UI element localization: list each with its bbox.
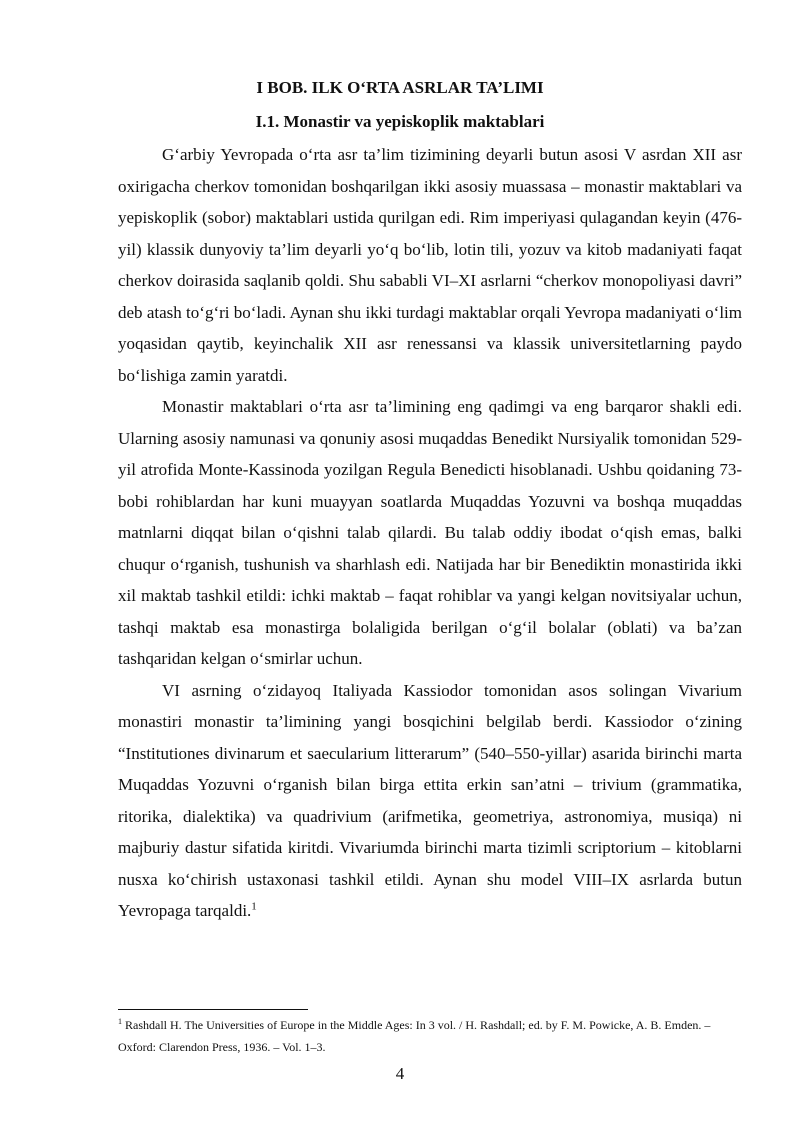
footnote (118, 1014, 742, 1058)
paragraph-3-text: VI asrning o‘zidayoq Italiyada Kassiodor tomonidan asos solingan Vivarium monastiri monastir ta’limining yangi bosqichini belgilab berdi. Kassiodor o‘zining “Institutiones divinarum et saecularium litterarum” (540–550-yillar) asarida birinchi marta Muqaddas Yozuvni o‘rganish bilan birga ettita erkin san’atni – trivium (grammatika, ritorika, dialektika) va quadrivium (arifmetika, geometriya, astronomiya, musiqa) ni majburiy dastur sifatida kiritdi. Vivariumda birinchi marta tizimli scriptorium – kitoblarni nusxa ko‘chirish ustaxonasi tashkil etildi. Aynan shu model VIII–IX asrlarda butun Yevropaga tarqaldi. (118, 680, 742, 920)
footnote-divider (118, 1009, 308, 1010)
paragraph-3 (118, 675, 742, 927)
paragraph-1: G‘arbiy Yevropada o‘rta asr ta’lim tizimining deyarli butun asosi V asrdan XII asr oxirigacha cherkov tomonidan boshqarilgan ikki asosiy muassasa – monastir maktablari va yepiskoplik (sobor) maktablari ustida qurilgan edi. Rim imperiyasi qulagandan keyin (476-yil) klassik dunyoviy ta’lim deyarli yo‘q bo‘lib, lotin tili, yozuv va kitob madaniyati faqat cherkov doirasida saqlanib qoldi. Shu sababli VI–XI asrlarni “cherkov monopoliyasi davri” deb atash to‘g‘ri bo‘ladi. Aynan shu ikki turdagi maktablar orqali Yevropa madaniyati o‘lim yoqasidan qaytib, keyinchalik XII asr renessansi va klassik universitetlarning paydo bo‘lishiga zamin yaratdi. (118, 145, 742, 385)
section-title: I.1. Monastir va yepiskoplik maktablari (255, 112, 545, 131)
footnote-reference[interactable]: 1 (251, 900, 257, 913)
chapter-title: I BOB. ILK O‘RTA ASRLAR TA’LIMI (256, 78, 544, 97)
footnote-mark: 1 (118, 1017, 122, 1026)
footnote-text: Rashdall H. The Universities of Europe in the Middle Ages: In 3 vol. / H. Rashdall; ed. by F. M. Powicke, A. B. Emden. – Oxford: Clarendon Press, 1936. – Vol. 1–3. (118, 1018, 711, 1054)
body-text (118, 139, 742, 927)
paragraph-2: Monastir maktablari o‘rta asr ta’limining eng qadimgi va eng barqaror shakli edi. Ularning asosiy namunasi va qonuniy asosi muqaddas Benedikt Nursiyalik tomonidan 529-yil atrofida Monte-Kassinoda yozilgan Regula Benedicti hisoblanadi. Ushbu qoidaning 73-bobi rohiblardan har kuni muayyan soatlarda Muqaddas Yozuvni va boshqa muqaddas matnlarni diqqat bilan o‘qishni talab qilardi. Bu talab oddiy ibodat o‘qish emas, balki chuqur o‘rganish, tushunish va sharhlash edi. Natijada har bir Benediktin monastirida ikki xil maktab tashkil etildi: ichki maktab – faqat rohiblar va yangi kelgan novitsiyalar uchun, tashqi maktab esa monastirga bolaligida berilgan o‘g‘il bolalar (oblati) va ba’zan tashqaridan kelgan o‘smirlar uchun. (118, 397, 742, 668)
page-number: 4 (395, 1064, 405, 1083)
